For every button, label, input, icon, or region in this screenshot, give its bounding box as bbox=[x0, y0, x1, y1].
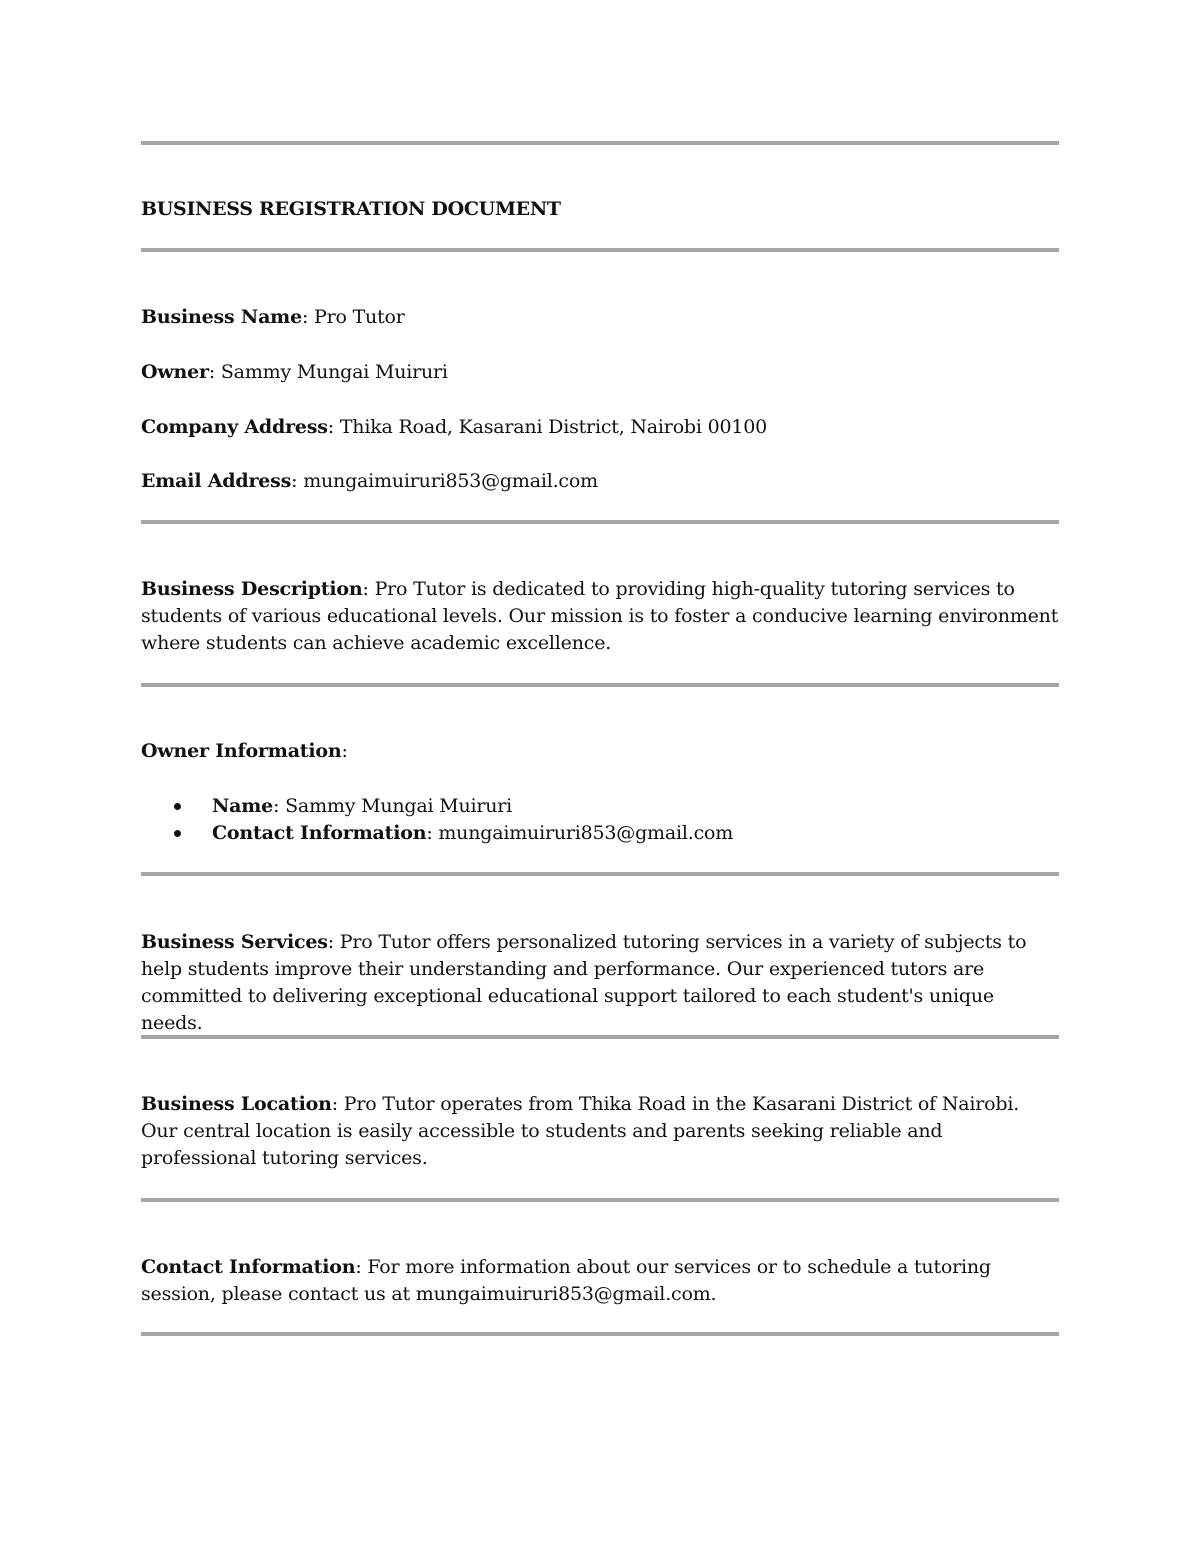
field-company-address bbox=[141, 414, 1059, 441]
bullet-icon bbox=[174, 830, 181, 837]
section-label: Owner Information bbox=[141, 740, 342, 762]
document-title: BUSINESS REGISTRATION DOCUMENT bbox=[141, 198, 561, 220]
divider-after-services bbox=[141, 1035, 1059, 1039]
section-text: : Pro Tutor offers personalized tutoring services in a variety of subjects to help students improve their understanding and performance. Our experienced tutors are committed to delivering exceptional educational support tailored to each student's unique needs. bbox=[141, 931, 1027, 1034]
section-label: Business Description bbox=[141, 578, 363, 600]
divider-bottom bbox=[141, 1332, 1059, 1336]
field-value: : Thika Road, Kasarani District, Nairobi 00100 bbox=[327, 416, 768, 438]
section-label: Business Location bbox=[141, 1093, 332, 1115]
field-value: : Sammy Mungai Muiruri bbox=[208, 361, 448, 383]
field-business-name bbox=[141, 304, 1059, 331]
item-label: Name bbox=[212, 795, 274, 817]
section-suffix: : bbox=[341, 740, 348, 762]
field-label: Business Name bbox=[141, 306, 302, 328]
field-value: : Pro Tutor bbox=[301, 306, 405, 328]
field-label: Email Address bbox=[141, 470, 292, 492]
business-location bbox=[141, 1091, 1059, 1172]
divider-after-fields bbox=[141, 520, 1059, 524]
field-owner bbox=[141, 359, 1059, 386]
business-services bbox=[141, 929, 1059, 1037]
section-label: Contact Information bbox=[141, 1256, 356, 1278]
owner-information-heading bbox=[141, 738, 1059, 765]
list-item bbox=[141, 820, 1059, 847]
field-label: Company Address bbox=[141, 416, 328, 438]
item-value: : Sammy Mungai Muiruri bbox=[273, 795, 513, 817]
owner-information-list bbox=[141, 793, 1059, 847]
divider-after-location bbox=[141, 1198, 1059, 1202]
business-description bbox=[141, 576, 1059, 657]
divider-top bbox=[141, 141, 1059, 145]
list-item bbox=[141, 793, 1059, 820]
field-value: : mungaimuiruri853@gmail.com bbox=[291, 470, 598, 492]
item-value: : mungaimuiruri853@gmail.com bbox=[426, 822, 734, 844]
section-text: : Pro Tutor operates from Thika Road in the Kasarani District of Nairobi. Our central location is easily accessible to students and parents seeking reliable and professional tutoring services. bbox=[141, 1093, 1020, 1169]
divider-after-owner-info bbox=[141, 872, 1059, 876]
contact-information bbox=[141, 1254, 1059, 1308]
section-text: : Pro Tutor is dedicated to providing high-quality tutoring services to students of various educational levels. Our mission is to foster a conducive learning environment where students can achieve academic excellence. bbox=[141, 578, 1059, 654]
section-text: : For more information about our services or to schedule a tutoring session, please contact us at mungaimuiruri853@gmail.com. bbox=[141, 1256, 991, 1305]
field-email-address bbox=[141, 468, 1059, 495]
divider-after-title bbox=[141, 248, 1059, 252]
field-label: Owner bbox=[141, 361, 209, 383]
divider-after-description bbox=[141, 683, 1059, 687]
item-label: Contact Information bbox=[212, 822, 427, 844]
bullet-icon bbox=[174, 803, 181, 810]
section-label: Business Services bbox=[141, 931, 328, 953]
